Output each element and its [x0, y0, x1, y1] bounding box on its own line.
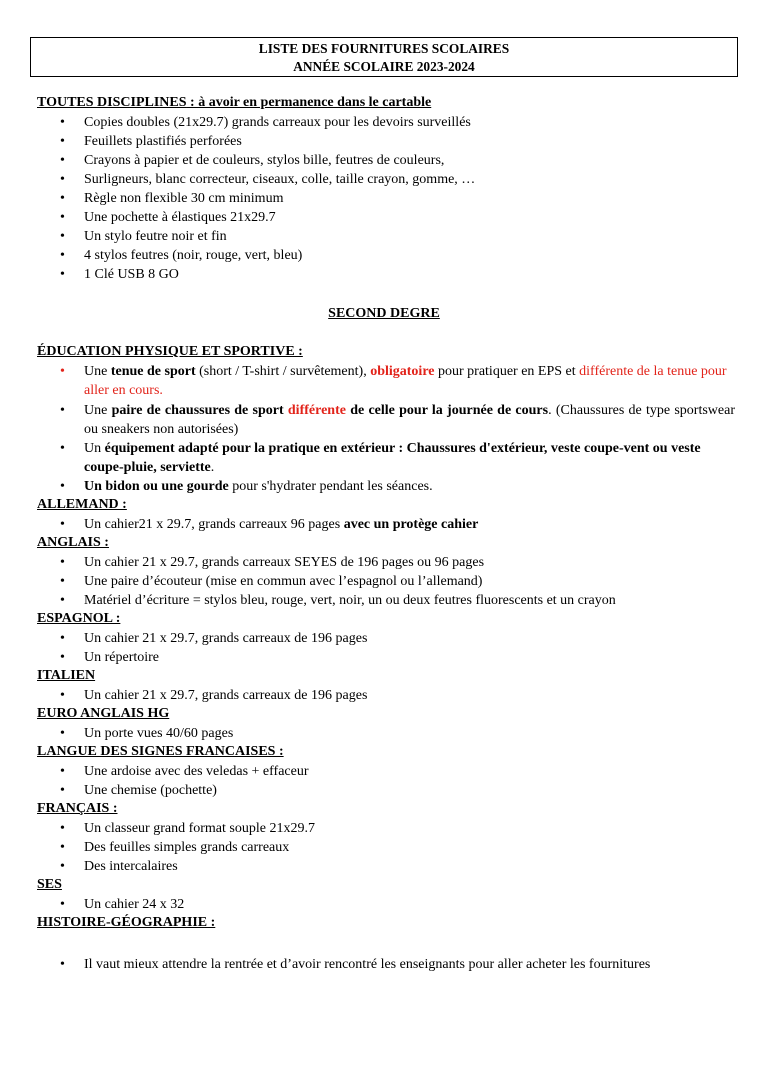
list-item: • Une pochette à élastiques 21x29.7	[60, 210, 276, 225]
bullet-icon: •	[60, 688, 65, 703]
bullet-icon: •	[60, 574, 65, 589]
section-heading-lsf: LANGUE DES SIGNES FRANCAISES :	[37, 744, 284, 759]
bullet-icon: •	[60, 364, 65, 379]
list-item: • Une paire de chaussures de sport différente de celle pour la journée de cours. (Chaussures de type sportswear ou sneakers non autorisées)	[60, 403, 735, 437]
list-item: • Un stylo feutre noir et fin	[60, 229, 227, 244]
list-item: • Un bidon ou une gourde pour s'hydrater pendant les séances.	[60, 479, 433, 494]
bullet-icon: •	[60, 267, 65, 282]
section-heading-toutes: TOUTES DISCIPLINES : à avoir en permanence dans le cartable	[37, 95, 432, 110]
bullet-icon: •	[60, 631, 65, 646]
bullet-icon: •	[60, 764, 65, 779]
bullet-icon: •	[60, 441, 65, 456]
section-heading-anglais: ANGLAIS :	[37, 535, 109, 550]
bullet-icon: •	[60, 726, 65, 741]
list-item: • Une paire d’écouteur (mise en commun avec l’espagnol ou l’allemand)	[60, 574, 483, 589]
list-item: • Règle non flexible 30 cm minimum	[60, 191, 284, 206]
bullet-icon: •	[60, 517, 65, 532]
title-box	[30, 37, 738, 77]
section-heading-euro: EURO ANGLAIS HG	[37, 706, 170, 721]
list-item: • Un classeur grand format souple 21x29.7	[60, 821, 315, 836]
list-item: • Une tenue de sport (short / T-shirt / survêtement), obligatoire pour pratiquer en EPS et différente de la tenue pour aller en cours.	[60, 364, 727, 398]
list-item: • Un cahier 21 x 29.7, grands carreaux de 196 pages	[60, 631, 368, 646]
list-item: • Un équipement adapté pour la pratique en extérieur : Chaussures d'extérieur, veste coupe-vent ou veste coupe-pluie, serviette.	[60, 441, 701, 475]
section-heading-allemand: ALLEMAND :	[37, 497, 127, 512]
section-heading-italien: ITALIEN	[37, 668, 96, 683]
list-item: • Un cahier 21 x 29.7, grands carreaux de 196 pages	[60, 688, 368, 703]
bullet-icon: •	[60, 859, 65, 874]
bullet-icon: •	[60, 153, 65, 168]
bullet-icon: •	[60, 229, 65, 244]
bullet-icon: •	[60, 479, 65, 494]
list-item: • Une chemise (pochette)	[60, 783, 217, 798]
bullet-icon: •	[60, 191, 65, 206]
title-line-2: ANNÉE SCOLAIRE 2023-2024	[293, 59, 475, 74]
title-line-1: LISTE DES FOURNITURES SCOLAIRES	[258, 41, 510, 56]
list-item: • Un cahier 21 x 29.7, grands carreaux SEYES de 196 pages ou 96 pages	[60, 555, 485, 570]
bullet-icon: •	[60, 403, 65, 418]
bullet-icon: •	[60, 248, 65, 263]
list-item: • Un répertoire	[60, 650, 160, 665]
list-item: • Un porte vues 40/60 pages	[60, 726, 234, 741]
section-heading-histoire: HISTOIRE-GÉOGRAPHIE :	[37, 915, 216, 930]
bullet-icon: •	[60, 957, 65, 972]
list-item: • Un cahier 24 x 32	[60, 897, 185, 912]
list-item: • Surligneurs, blanc correcteur, ciseaux, colle, taille crayon, gomme, …	[60, 172, 476, 187]
list-item: • Copies doubles (21x29.7) grands carreaux pour les devoirs surveillés	[60, 115, 471, 130]
bullet-icon: •	[60, 840, 65, 855]
list-item: • Feuillets plastifiés perforées	[60, 134, 242, 149]
second-degre-heading: SECOND DEGRE	[328, 306, 440, 321]
section-heading-espagnol: ESPAGNOL :	[37, 611, 121, 626]
bullet-icon: •	[60, 821, 65, 836]
list-item: • Un cahier21 x 29.7, grands carreaux 96 pages avec un protège cahier	[60, 517, 479, 532]
list-item: • Des intercalaires	[60, 859, 178, 874]
list-item: • Des feuilles simples grands carreaux	[60, 840, 290, 855]
bullet-icon: •	[60, 897, 65, 912]
bullet-icon: •	[60, 115, 65, 130]
bullet-icon: •	[60, 593, 65, 608]
section-heading-eps: ÉDUCATION PHYSIQUE ET SPORTIVE :	[37, 344, 303, 359]
bullet-icon: •	[60, 783, 65, 798]
section-heading-francais: FRANÇAIS :	[37, 801, 118, 816]
list-item: • Une ardoise avec des veledas + effaceur	[60, 764, 309, 779]
bullet-icon: •	[60, 172, 65, 187]
section-heading-ses: SES	[37, 877, 62, 892]
list-item: • 4 stylos feutres (noir, rouge, vert, bleu)	[60, 248, 303, 263]
list-item: • 1 Clé USB 8 GO	[60, 267, 179, 282]
bullet-icon: •	[60, 555, 65, 570]
bullet-icon: •	[60, 650, 65, 665]
list-item: • Matériel d’écriture = stylos bleu, rouge, vert, noir, un ou deux feutres fluorescents et un crayon	[60, 593, 616, 608]
bullet-icon: •	[60, 210, 65, 225]
list-item: • Crayons à papier et de couleurs, stylos bille, feutres de couleurs,	[60, 153, 445, 168]
list-item: • Il vaut mieux attendre la rentrée et d’avoir rencontré les enseignants pour aller acheter les fournitures	[60, 957, 651, 972]
bullet-icon: •	[60, 134, 65, 149]
